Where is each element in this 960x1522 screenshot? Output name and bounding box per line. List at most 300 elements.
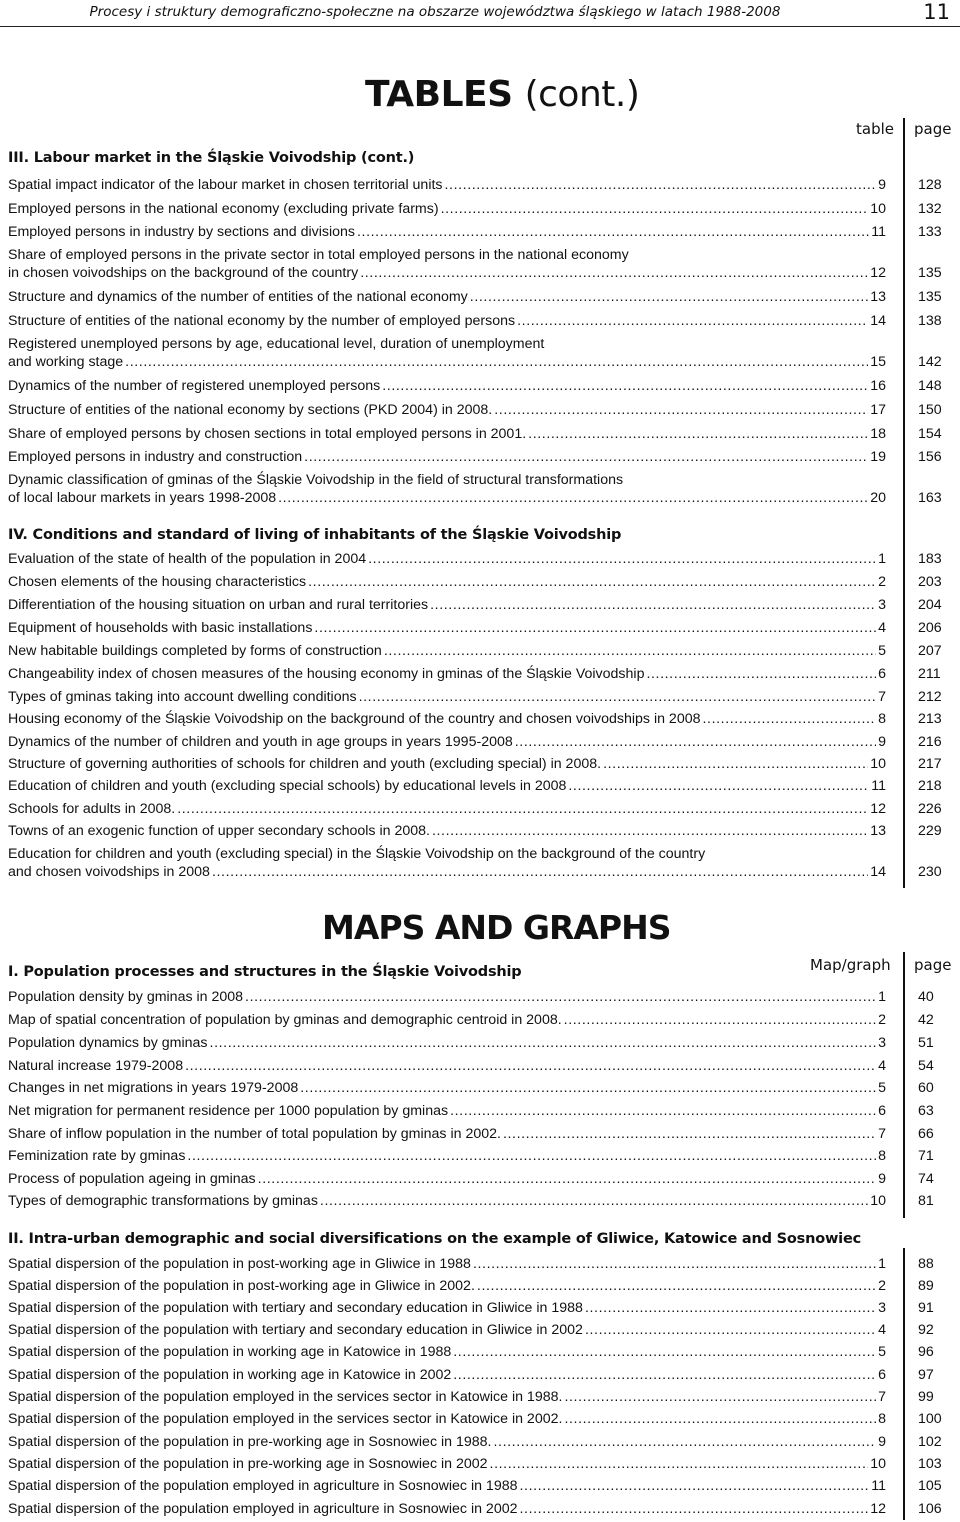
- toc-entry-page: 203: [918, 574, 942, 590]
- toc-entry-page: 206: [918, 620, 942, 636]
- toc-entry-page: 54: [918, 1058, 934, 1074]
- toc-entry: [8, 1102, 886, 1120]
- toc-entry-number: 10: [870, 756, 886, 772]
- dot-leader: [564, 1410, 876, 1428]
- toc-entry: [8, 312, 886, 330]
- toc-entry-page: 63: [918, 1103, 934, 1119]
- toc-entry-text: Spatial dispersion of the population employed in agriculture in Sosnowiec in 1988: [8, 1478, 518, 1494]
- toc-entry-number: 11: [871, 778, 886, 794]
- toc-entry-page: 216: [918, 734, 942, 750]
- toc-entry-page: 150: [918, 402, 942, 418]
- toc-entry: [8, 1477, 886, 1495]
- toc-entry: [8, 1455, 886, 1473]
- dot-leader: [212, 863, 868, 881]
- toc-entry-text: Spatial impact indicator of the labour market in chosen territorial units: [8, 177, 443, 193]
- toc-entry: [8, 733, 886, 751]
- toc-entry-row: [8, 176, 886, 194]
- toc-entry: [8, 1170, 886, 1188]
- page-number: 11: [923, 0, 950, 24]
- toc-entry-number: 6: [878, 666, 886, 682]
- toc-entry-text: Changeability index of chosen measures of the housing economy in gminas of the Śląskie Voivodship: [8, 666, 645, 682]
- toc-entry-row: [8, 822, 886, 840]
- toc-entry-text: Chosen elements of the housing characteristics: [8, 574, 307, 590]
- toc-entry-text: Spatial dispersion of the population in pre-working age in Sosnowiec in 1988.: [8, 1434, 492, 1450]
- dot-leader: [520, 1500, 869, 1518]
- toc-entry-number: 10: [870, 201, 886, 217]
- toc-entry-page: 92: [918, 1322, 934, 1338]
- toc-entry-page: 71: [918, 1148, 934, 1164]
- toc-entry-number: 4: [878, 1322, 886, 1338]
- toc-entry-text: Employed persons in the national economy (excluding private farms): [8, 201, 439, 217]
- toc-entry-page: 91: [918, 1300, 934, 1316]
- toc-entry-page: 105: [918, 1478, 942, 1494]
- toc-entry-page: 66: [918, 1126, 934, 1142]
- toc-entry-text: Share of inflow population in the number of total population by gminas in 2002.: [8, 1126, 501, 1142]
- toc-entry-row: [8, 800, 886, 818]
- toc-entry-page: 135: [918, 289, 942, 305]
- toc-entry-text: Net migration for permanent residence per 1000 population by gminas: [8, 1103, 449, 1119]
- dot-leader: [278, 489, 868, 507]
- toc-entry: [8, 1321, 886, 1339]
- toc-entry: [8, 665, 886, 683]
- dot-leader: [453, 1343, 876, 1361]
- toc-entry-text: Structure of governing authorities of schools for children and youth (excluding special) in 2008.: [8, 756, 602, 772]
- toc-entry-number: 20: [870, 490, 886, 506]
- toc-entry-page: 106: [918, 1501, 942, 1517]
- toc-entry: [8, 223, 886, 241]
- toc-entry-row: [8, 200, 886, 218]
- toc-entry-text: Structure of entities of the national economy by sections (PKD 2004) in 2008.: [8, 402, 493, 418]
- toc-entry-row: [8, 619, 886, 637]
- toc-entry: [8, 425, 886, 443]
- section-iii-title: III. Labour market in the Śląskie Voivodship (cont.): [8, 150, 415, 166]
- dot-leader: [359, 688, 877, 706]
- toc-entry-number: 4: [878, 620, 886, 636]
- toc-entry-page: 132: [918, 201, 942, 217]
- toc-entry-number: 7: [878, 689, 886, 705]
- toc-entry-text: Differentiation of the housing situation on urban and rural territories: [8, 597, 429, 613]
- toc-entry-text: Population dynamics by gminas: [8, 1035, 208, 1051]
- tables-col-page: page: [914, 120, 952, 138]
- toc-entry-row: [8, 489, 886, 507]
- toc-entry-text: Spatial dispersion of the population employed in the services sector in Katowice in 1988.: [8, 1389, 563, 1405]
- toc-entry-row: [8, 1500, 886, 1518]
- toc-entry-page: 207: [918, 643, 942, 659]
- toc-entry: [8, 573, 886, 591]
- toc-entry: [8, 1343, 886, 1361]
- maps-i-column-rule: [903, 952, 905, 1218]
- toc-entry-text: and chosen voivodships in 2008: [8, 864, 210, 880]
- dot-leader: [187, 1147, 876, 1165]
- toc-entry-number: 14: [870, 864, 886, 880]
- toc-entry-page: 229: [918, 823, 942, 839]
- toc-entry-text: New habitable buildings completed by forms of construction: [8, 643, 382, 659]
- toc-entry-number: 9: [878, 1171, 886, 1187]
- dot-leader: [528, 425, 868, 443]
- toc-entry-row: [8, 223, 886, 241]
- toc-entry-row: [8, 1477, 886, 1495]
- toc-entry-row: [8, 777, 886, 795]
- toc-entry: [8, 246, 886, 282]
- toc-entry: [8, 288, 886, 306]
- toc-entry-text: Structure of entities of the national economy by the number of employed persons: [8, 313, 516, 329]
- toc-entry-page: 99: [918, 1389, 934, 1405]
- dot-leader: [646, 665, 876, 683]
- tables-column-rule: [903, 118, 905, 888]
- dot-leader: [490, 1455, 869, 1473]
- toc-entry-text: Spatial dispersion of the population in pre-working age in Sosnowiec in 2002: [8, 1456, 488, 1472]
- toc-entry-text: Share of employed persons by chosen sections in total employed persons in 2001.: [8, 426, 527, 442]
- dot-leader: [357, 223, 869, 241]
- toc-entry-number: 1: [878, 1256, 886, 1272]
- maps-section-i-title: I. Population processes and structures in the Śląskie Voivodship: [8, 964, 522, 980]
- toc-entry: [8, 471, 886, 507]
- dot-leader: [258, 1170, 876, 1188]
- toc-entry-row: [8, 264, 886, 282]
- toc-entry-page: 226: [918, 801, 942, 817]
- toc-entry-number: 12: [870, 801, 886, 817]
- toc-entry: [8, 200, 886, 218]
- toc-entry-page: 128: [918, 177, 942, 193]
- toc-entry-row: [8, 1125, 886, 1143]
- toc-entry-page: 230: [918, 864, 942, 880]
- toc-entry-page: 96: [918, 1344, 934, 1360]
- toc-entry-number: 5: [878, 1080, 886, 1096]
- toc-entry-row: [8, 1034, 886, 1052]
- toc-entry-page: 60: [918, 1080, 934, 1096]
- toc-entry-number: 2: [878, 1278, 886, 1294]
- toc-entry-page: 51: [918, 1035, 934, 1051]
- tables-heading-main: TABLES: [365, 74, 513, 115]
- toc-entry: [8, 448, 886, 466]
- dot-leader: [453, 1366, 876, 1384]
- dot-leader: [493, 1433, 876, 1451]
- toc-entry-text: in chosen voivodships on the background of the country: [8, 265, 359, 281]
- toc-entry-row: [8, 1057, 886, 1075]
- toc-entry-text: Registered unemployed persons by age, educational level, duration of unemployment: [8, 336, 545, 352]
- section-iv-title: IV. Conditions and standard of living of inhabitants of the Śląskie Voivodship: [8, 527, 622, 543]
- toc-entry-text: Feminization rate by gminas: [8, 1148, 186, 1164]
- toc-entry-page: 217: [918, 756, 942, 772]
- dot-leader: [445, 176, 877, 194]
- toc-entry-text: Education of children and youth (excluding special schools) by educational levels in 2008: [8, 778, 567, 794]
- toc-entry-text: Education for children and youth (excluding special) in the Śląskie Voivodship on the background of the country: [8, 846, 706, 862]
- toc-entry: [8, 988, 886, 1006]
- toc-entry: [8, 688, 886, 706]
- dot-leader: [368, 550, 876, 568]
- toc-entry-number: 8: [878, 1411, 886, 1427]
- toc-entry-text: Employed persons in industry by sections and divisions: [8, 224, 355, 240]
- toc-entry-row: [8, 755, 886, 773]
- toc-entry-number: 11: [871, 1478, 886, 1494]
- dot-leader: [470, 288, 868, 306]
- tables-heading: [365, 74, 639, 115]
- toc-entry: [8, 176, 886, 194]
- toc-entry-text: Process of population ageing in gminas: [8, 1171, 256, 1187]
- toc-entry-row: [8, 988, 886, 1006]
- tables-heading-cont: (cont.): [524, 74, 640, 115]
- toc-entry-number: 17: [870, 402, 886, 418]
- toc-entry-page: 183: [918, 551, 942, 567]
- toc-entry-row: [8, 1170, 886, 1188]
- dot-leader: [585, 1321, 876, 1339]
- toc-entry-row: [8, 863, 886, 881]
- toc-entry-text: Dynamics of the number of children and youth in age groups in years 1995-2008: [8, 734, 513, 750]
- header-rule: [0, 26, 960, 27]
- toc-entry-row: [8, 665, 886, 683]
- toc-entry-row: [8, 1147, 886, 1165]
- toc-entry-text: Evaluation of the state of health of the population in 2004: [8, 551, 367, 567]
- toc-entry-number: 3: [878, 597, 886, 613]
- dot-leader: [314, 619, 876, 637]
- toc-entry-page: 135: [918, 265, 942, 281]
- toc-entry-row: [8, 425, 886, 443]
- toc-entry-page: 212: [918, 689, 942, 705]
- toc-entry-page: 213: [918, 711, 942, 727]
- toc-entry-text: Types of demographic transformations by gminas: [8, 1193, 318, 1209]
- toc-entry-text: Spatial dispersion of the population employed in agriculture in Sosnowiec in 2002: [8, 1501, 518, 1517]
- toc-entry-page: 97: [918, 1367, 934, 1383]
- toc-entry-number: 15: [870, 354, 886, 370]
- toc-entry: [8, 1057, 886, 1075]
- toc-entry-page: 154: [918, 426, 942, 442]
- dot-leader: [494, 401, 868, 419]
- toc-entry-number: 10: [870, 1456, 886, 1472]
- toc-entry: [8, 1011, 886, 1029]
- toc-entry-row: [8, 1455, 886, 1473]
- dot-leader: [703, 710, 877, 728]
- toc-entry-number: 1: [878, 989, 886, 1005]
- toc-entry: [8, 1255, 886, 1273]
- toc-entry: [8, 1299, 886, 1317]
- dot-leader: [564, 1388, 876, 1406]
- dot-leader: [432, 822, 868, 840]
- toc-entry-page: 218: [918, 778, 942, 794]
- toc-entry-row: [8, 1343, 886, 1361]
- dot-leader: [185, 1057, 876, 1075]
- toc-entry: [8, 1125, 886, 1143]
- dot-leader: [473, 1255, 876, 1273]
- dot-leader: [585, 1299, 876, 1317]
- dot-leader: [320, 1192, 868, 1210]
- toc-entry-row: [8, 733, 886, 751]
- toc-entry-number: 9: [878, 177, 886, 193]
- dot-leader: [450, 1102, 876, 1120]
- toc-entry-row: [8, 448, 886, 466]
- toc-entry-row: [8, 642, 886, 660]
- dot-leader: [245, 988, 876, 1006]
- toc-entry-text: of local labour markets in years 1998-2008: [8, 490, 277, 506]
- toc-entry-text: and working stage: [8, 354, 124, 370]
- toc-entry-text: Spatial dispersion of the population with tertiary and secondary education in Gliwice in 2002: [8, 1322, 583, 1338]
- toc-entry-page: 156: [918, 449, 942, 465]
- maps-ii-column-rule: [903, 1248, 905, 1520]
- toc-entry: [8, 1147, 886, 1165]
- toc-entry-text: Structure and dynamics of the number of entities of the national economy: [8, 289, 468, 305]
- toc-entry-text: Employed persons in industry and construction: [8, 449, 303, 465]
- dot-leader: [515, 733, 876, 751]
- toc-entry-page: 89: [918, 1278, 934, 1294]
- toc-entry-number: 9: [878, 734, 886, 750]
- toc-entry-page: 74: [918, 1171, 934, 1187]
- toc-entry-row: [8, 573, 886, 591]
- toc-entry: [8, 800, 886, 818]
- toc-entry-row: [8, 688, 886, 706]
- toc-entry-text: Towns of an exogenic function of upper secondary schools in 2008.: [8, 823, 430, 839]
- toc-entry-page: 142: [918, 354, 942, 370]
- toc-entry: [8, 1500, 886, 1518]
- dot-leader: [564, 1011, 876, 1029]
- toc-entry-line: [8, 471, 886, 489]
- toc-entry-page: 40: [918, 989, 934, 1005]
- toc-entry-row: [8, 401, 886, 419]
- toc-entry-number: 19: [870, 449, 886, 465]
- dot-leader: [210, 1034, 877, 1052]
- toc-entry: [8, 377, 886, 395]
- toc-entry: [8, 710, 886, 728]
- toc-entry: [8, 1192, 886, 1210]
- toc-entry-number: 6: [878, 1103, 886, 1119]
- maps-heading: MAPS AND GRAPHS: [322, 908, 671, 947]
- toc-entry: [8, 1366, 886, 1384]
- toc-entry-page: 88: [918, 1256, 934, 1272]
- toc-entry: [8, 619, 886, 637]
- toc-entry-text: Spatial dispersion of the population in post-working age in Gliwice in 1988: [8, 1256, 471, 1272]
- dot-leader: [382, 377, 868, 395]
- toc-entry-number: 7: [878, 1126, 886, 1142]
- toc-entry-row: [8, 1299, 886, 1317]
- dot-leader: [520, 1477, 870, 1495]
- toc-entry-number: 2: [878, 574, 886, 590]
- toc-entry-number: 10: [870, 1193, 886, 1209]
- toc-entry-number: 13: [870, 289, 886, 305]
- dot-leader: [603, 755, 868, 773]
- toc-entry: [8, 401, 886, 419]
- toc-entry-number: 13: [870, 823, 886, 839]
- toc-entry: [8, 642, 886, 660]
- toc-entry-row: [8, 377, 886, 395]
- toc-entry-row: [8, 288, 886, 306]
- toc-entry-row: [8, 353, 886, 371]
- toc-entry: [8, 1079, 886, 1097]
- toc-entry-row: [8, 1410, 886, 1428]
- toc-entry-number: 7: [878, 1389, 886, 1405]
- toc-entry-page: 100: [918, 1411, 942, 1427]
- toc-entry-text: Spatial dispersion of the population with tertiary and secondary education in Gliwice in 1988: [8, 1300, 583, 1316]
- toc-entry: [8, 1388, 886, 1406]
- toc-entry: [8, 1277, 886, 1295]
- toc-entry-row: [8, 1277, 886, 1295]
- toc-entry-page: 103: [918, 1456, 942, 1472]
- toc-entry-number: 5: [878, 643, 886, 659]
- toc-entry-number: 18: [870, 426, 886, 442]
- toc-entry-row: [8, 710, 886, 728]
- toc-entry-row: [8, 1321, 886, 1339]
- maps-col-page: page: [914, 956, 952, 974]
- toc-entry-row: [8, 1102, 886, 1120]
- toc-entry-page: 211: [918, 666, 941, 682]
- toc-entry-text: Changes in net migrations in years 1979-2008: [8, 1080, 299, 1096]
- toc-entry-text: Types of gminas taking into account dwelling conditions: [8, 689, 357, 705]
- toc-entry-row: [8, 1011, 886, 1029]
- maps-col-number: Map/graph: [810, 956, 891, 974]
- toc-entry: [8, 777, 886, 795]
- toc-entry-text: Housing economy of the Śląskie Voivodship on the background of the country and chosen voivodships in 2008: [8, 711, 701, 727]
- toc-entry-number: 3: [878, 1300, 886, 1316]
- toc-entry-row: [8, 596, 886, 614]
- toc-entry-number: 5: [878, 1344, 886, 1360]
- toc-entry-page: 138: [918, 313, 942, 329]
- toc-entry-number: 2: [878, 1012, 886, 1028]
- toc-entry: [8, 335, 886, 371]
- toc-entry-row: [8, 550, 886, 568]
- toc-entry: [8, 596, 886, 614]
- toc-entry-row: [8, 1192, 886, 1210]
- toc-entry-page: 163: [918, 490, 942, 506]
- toc-entry-number: 11: [871, 224, 886, 240]
- toc-entry-text: Share of employed persons in the private sector in total employed persons in the national economy: [8, 247, 629, 263]
- toc-entry-row: [8, 312, 886, 330]
- dot-leader: [177, 800, 868, 818]
- toc-entry-text: Spatial dispersion of the population in working age in Katowice in 1988: [8, 1344, 452, 1360]
- toc-entry-line: [8, 246, 886, 264]
- toc-entry-page: 42: [918, 1012, 934, 1028]
- dot-leader: [517, 312, 868, 330]
- toc-entry: [8, 550, 886, 568]
- toc-entry-row: [8, 1366, 886, 1384]
- dot-leader: [308, 573, 876, 591]
- dot-leader: [430, 596, 876, 614]
- toc-entry-page: 204: [918, 597, 942, 613]
- toc-entry-text: Map of spatial concentration of population by gminas and demographic centroid in 2008.: [8, 1012, 562, 1028]
- toc-entry-page: 133: [918, 224, 942, 240]
- toc-entry-number: 16: [870, 378, 886, 394]
- toc-entry-text: Natural increase 1979-2008: [8, 1058, 184, 1074]
- toc-entry-page: 102: [918, 1434, 942, 1450]
- dot-leader: [441, 200, 869, 218]
- toc-entry-text: Equipment of households with basic installations: [8, 620, 313, 636]
- dot-leader: [300, 1079, 876, 1097]
- dot-leader: [125, 353, 868, 371]
- toc-entry-number: 1: [878, 551, 886, 567]
- toc-entry-row: [8, 1079, 886, 1097]
- toc-entry-text: Spatial dispersion of the population in working age in Katowice in 2002: [8, 1367, 452, 1383]
- toc-entry-number: 12: [870, 1501, 886, 1517]
- toc-entry-text: Dynamics of the number of registered unemployed persons: [8, 378, 381, 394]
- toc-entry-row: [8, 1388, 886, 1406]
- toc-entry-text: Population density by gminas in 2008: [8, 989, 244, 1005]
- toc-entry-number: 6: [878, 1367, 886, 1383]
- toc-entry-number: 3: [878, 1035, 886, 1051]
- tables-col-number: table: [856, 120, 894, 138]
- toc-entry-text: Spatial dispersion of the population employed in the services sector in Katowice in 2002.: [8, 1411, 563, 1427]
- toc-entry-page: 148: [918, 378, 942, 394]
- dot-leader: [304, 448, 868, 466]
- toc-entry-row: [8, 1255, 886, 1273]
- dot-leader: [384, 642, 876, 660]
- toc-entry: [8, 1410, 886, 1428]
- running-header-title: Procesy i struktury demograficzno-społeczne na obszarze województwa śląskiego w latach 1988-2008: [89, 4, 781, 20]
- toc-entry: [8, 845, 886, 881]
- toc-entry: [8, 822, 886, 840]
- toc-entry: [8, 755, 886, 773]
- toc-entry-page: 81: [918, 1193, 934, 1209]
- dot-leader: [477, 1277, 876, 1295]
- toc-entry: [8, 1034, 886, 1052]
- dot-leader: [568, 777, 869, 795]
- toc-entry-number: 4: [878, 1058, 886, 1074]
- toc-entry-number: 8: [878, 711, 886, 727]
